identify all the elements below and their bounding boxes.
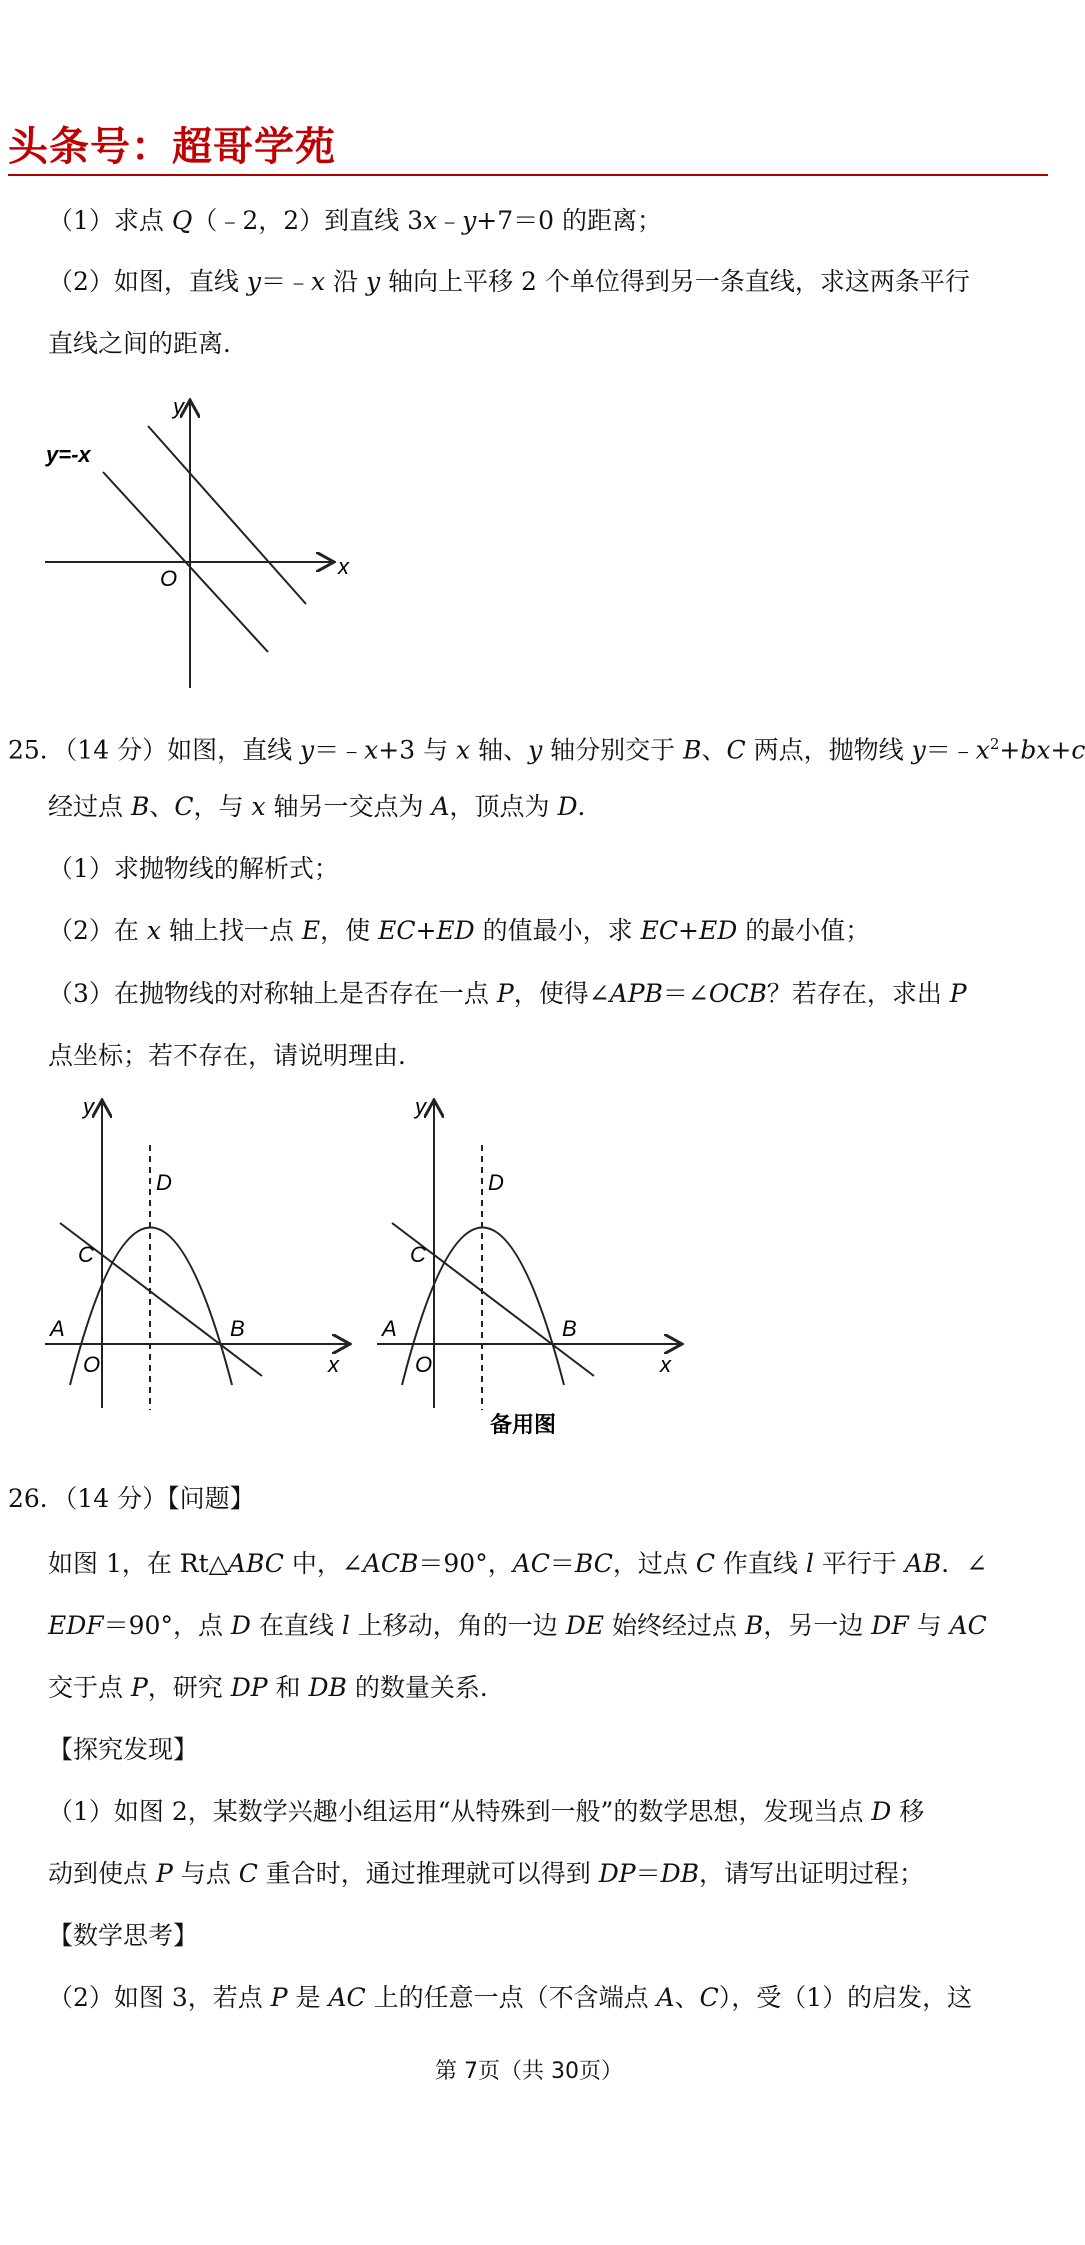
q26-heading-explore: 【探究发现】 [48,1735,199,1764]
text-fragment: A [431,792,450,821]
text-fragment: 、 [149,792,175,821]
page-footer: 第 7页（共 30页） [435,2059,623,2084]
q25-part1: （1）求抛物线的解析式； [48,854,339,883]
text-fragment: （1）求点 [48,206,172,235]
text-fragment: ＝﹣ [260,267,311,296]
text-fragment: ＝90°，点 [103,1611,231,1640]
text-fragment: 始终经过点 [604,1611,745,1640]
text-fragment: ），受（1）的启发，这 [718,1983,973,2012]
text-fragment: 中，∠ [283,1549,363,1578]
label-y: y [83,1094,94,1119]
text-fragment: y [366,267,381,296]
q26-p2-line1 [48,1795,924,1829]
text-fragment: + [678,916,699,945]
text-fragment: DP [598,1859,636,1888]
q25-part3-line2: 点坐标；若不存在，请说明理由． [48,1041,424,1070]
text-fragment: P [155,1859,173,1888]
q25-figure-right [372,1090,692,1450]
text-fragment: 与点 [172,1859,239,1888]
text-fragment: bx [1020,735,1051,765]
text-fragment: 上的任意一点（不含端点 [365,1983,657,2012]
q24-figure [40,390,370,690]
text-fragment: P [270,1983,288,2012]
label-y: y [173,394,184,419]
label-b: B [230,1316,245,1341]
text-fragment: D [871,1797,892,1826]
text-fragment: APB [609,979,663,1008]
text-fragment: ，顶点为 [449,792,558,821]
text-fragment: ． [577,792,603,821]
label-c: C [78,1242,94,1267]
label-c: C [410,1242,426,1267]
text-fragment: 轴上找一点 [160,916,302,945]
text-fragment: 平行于 [813,1549,905,1578]
text-fragment: x [311,267,326,296]
text-fragment: 上移动，角的一边 [349,1611,566,1640]
text-fragment: P [949,979,967,1008]
text-fragment: BC [574,1549,613,1578]
text-fragment: ABC [227,1549,284,1578]
page-header [8,118,1048,176]
text-fragment: B [130,792,150,821]
text-fragment: E [301,916,321,945]
text-fragment: 和 [267,1673,309,1702]
text-fragment: x [423,206,438,235]
text-fragment: AC [949,1611,987,1640]
q26-heading-think: 【数学思考】 [48,1921,199,1950]
text-fragment: Q [171,206,193,235]
text-fragment: 轴、 [470,735,529,765]
text-fragment: D [557,792,578,821]
text-fragment: ，过点 [612,1549,696,1578]
text-fragment: 与 [908,1611,950,1640]
text-fragment: 如图 1，在 Rt△ [48,1549,228,1578]
label-x: x [660,1352,671,1377]
text-fragment: C [726,735,746,765]
text-fragment: 沿 [325,267,367,296]
text-fragment: C [174,792,194,821]
text-fragment: 经过点 [48,792,131,821]
text-fragment: 的最小值； [737,916,871,945]
text-fragment: 轴分别交于 [542,735,684,765]
label-a: A [50,1316,65,1341]
text-fragment: DF [871,1611,909,1640]
text-fragment: P [496,979,514,1008]
label-d: D [488,1170,504,1195]
text-fragment: y [462,206,477,235]
q26-title: 26．（14 分）【问题】 [8,1484,255,1513]
text-fragment: 25．（14 分）如图，直线 [8,735,301,765]
text-fragment: （2）如图 3，若点 [48,1983,271,2012]
text-fragment: ＝ [635,1859,661,1888]
text-fragment: OCB [708,979,767,1008]
text-fragment: ，另一边 [763,1611,872,1640]
text-fragment: C [699,1983,719,2012]
text-fragment: 轴向上平移 2 个单位得到另一条直线，求这两条平行 [380,267,970,296]
text-fragment: AB [904,1549,942,1578]
text-fragment: y [528,735,543,765]
text-fragment: （﹣2，2）到直线 3 [192,206,424,235]
text-fragment: EC [640,916,679,945]
text-fragment: DB [660,1859,700,1888]
text-fragment: （1）如图 2，某数学兴趣小组运用“从特殊到一般”的数学思想，发现当点 [48,1797,872,1826]
text-fragment: y [911,735,926,765]
q26-p1-line3 [48,1671,505,1705]
text-fragment: C [695,1549,715,1578]
label-a: A [382,1316,397,1341]
text-fragment: l [341,1611,350,1640]
q25-part2 [48,914,870,948]
text-fragment: l [805,1549,814,1578]
text-fragment: ＝﹣ [925,735,976,765]
text-fragment: （2）在 [48,916,147,945]
text-fragment: y [300,735,315,765]
text-fragment: ．∠ [941,1549,988,1578]
label-o: O [415,1352,433,1377]
q25-part3-line1 [48,977,967,1011]
label-x: x [328,1352,339,1377]
text-fragment: ，使 [320,916,379,945]
text-fragment: 、 [674,1983,700,2012]
text-fragment: x [146,916,161,945]
label-x: x [338,554,349,579]
text-fragment: ，使得∠ [513,979,610,1008]
text-fragment: DB [308,1673,347,1702]
text-fragment: ＝ [549,1549,575,1578]
text-fragment: x [364,735,379,765]
label-b: B [562,1316,577,1341]
text-fragment: +7＝0 的距离； [476,206,662,235]
text-fragment: + [1050,735,1072,765]
text-fragment: ，研究 [147,1673,231,1702]
q25-line1 [8,727,1085,767]
text-fragment: ACB [362,1549,419,1578]
text-fragment: ＝∠ [662,979,709,1008]
text-fragment: 、 [701,735,727,765]
text-fragment: ED [436,916,475,945]
text-fragment: AC [512,1549,550,1578]
text-fragment: D [230,1611,251,1640]
text-fragment: 交于点 [48,1673,131,1702]
text-fragment: EDF [48,1611,104,1640]
label-line: y=-x [46,442,91,467]
q24-part2-line1 [48,265,970,299]
text-fragment: x [251,792,266,821]
text-fragment: AC [328,1983,366,2012]
text-fragment: 重合时，通过推理就可以得到 [257,1859,599,1888]
text-fragment: ＝﹣ [314,735,365,765]
text-fragment: （2）如图，直线 [48,267,247,296]
text-fragment: y [246,267,261,296]
text-fragment: 的数量关系． [346,1673,505,1702]
text-fragment: B [744,1611,764,1640]
text-fragment: 在直线 [250,1611,342,1640]
text-fragment: P [130,1673,148,1702]
text-fragment: （3）在抛物线的对称轴上是否存在一点 [48,979,497,1008]
text-fragment: 动到使点 [48,1859,156,1888]
q26-p1-line1 [48,1547,987,1581]
figure-caption: 备用图 [490,1412,557,1437]
text-fragment: x [456,735,471,765]
text-fragment: 是 [287,1983,329,2012]
text-fragment: DP [230,1673,268,1702]
text-fragment: A [656,1983,675,2012]
text-fragment: 作直线 [714,1549,806,1578]
text-fragment: B [683,735,702,765]
text-fragment: ，请写出证明过程； [699,1859,925,1888]
text-fragment: +3 与 [378,735,457,765]
label-origin: O [160,566,178,591]
text-fragment: x [975,735,990,765]
q26-p1-line2 [48,1609,987,1643]
label-d: D [156,1170,172,1195]
text-fragment: 移 [891,1797,925,1826]
text-fragment: ＝90°， [418,1549,513,1578]
header-title: 头条号：超哥学苑 [8,124,336,170]
text-fragment: + [415,916,437,945]
label-o: O [83,1352,101,1377]
text-fragment: 两点，抛物线 [745,735,912,765]
q25-figure-left [40,1090,360,1410]
text-fragment: 轴另一交点为 [265,792,432,821]
text-fragment: + [999,735,1021,765]
q26-p3-line1 [48,1981,972,2015]
text-fragment: C [238,1859,258,1888]
q25-line2 [48,790,603,824]
q26-p2-line2 [48,1857,924,1891]
text-fragment: 2 [989,735,1000,753]
text-fragment: ED [698,916,738,945]
q24-part2-line2: 直线之间的距离． [48,329,249,358]
label-y: y [415,1094,426,1119]
text-fragment: EC [378,916,416,945]
text-fragment: ，与 [193,792,252,821]
q24-part1 [48,204,662,238]
text-fragment: 的值最小，求 [474,916,641,945]
text-fragment: c [1071,735,1085,765]
text-fragment: ？若存在，求出 [766,979,950,1008]
text-fragment: ﹣ [437,206,463,235]
text-fragment: DE [565,1611,605,1640]
